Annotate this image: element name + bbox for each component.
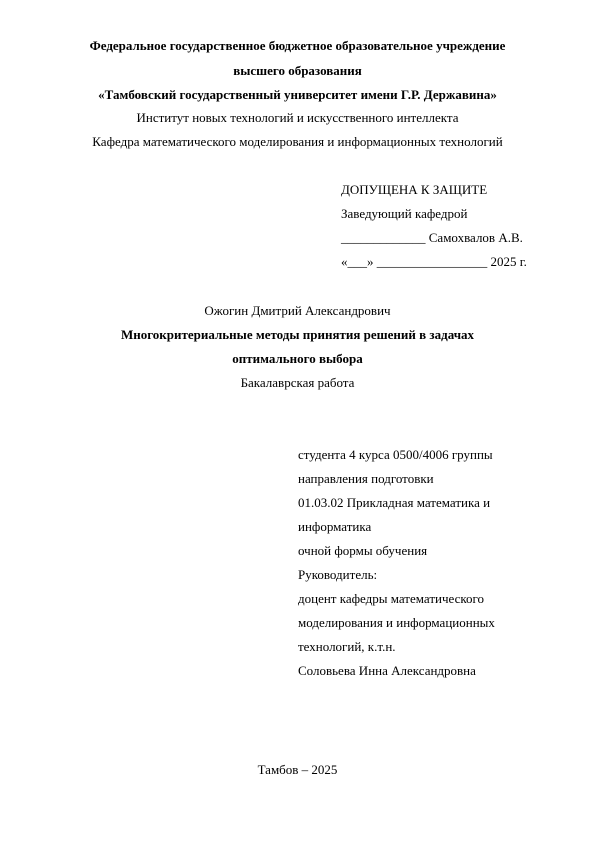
header-org-line1: Федеральное государственное бюджетное образовательное учреждение: [89, 38, 506, 53]
header-university: «Тамбовский государственный университет имени Г.Р. Державина»: [98, 87, 497, 102]
student-info-line: информатика: [298, 519, 372, 534]
header-org-line2: высшего образования: [233, 63, 362, 78]
supervisor-info-line: моделирования и информационных: [298, 615, 495, 630]
work-type: Бакалаврская работа: [240, 375, 355, 390]
supervisor-name: Соловьева Инна Александровна: [298, 663, 476, 678]
work-title-line2: оптимального выбора: [232, 351, 363, 366]
approval-signature-line: _____________ Самохвалов А.В.: [341, 230, 523, 245]
supervisor-label: Руководитель:: [298, 567, 378, 582]
footer-city-year: Тамбов – 2025: [257, 762, 338, 777]
approval-date-line: «___» _________________ 2025 г.: [341, 254, 527, 269]
student-info-line: студента 4 курса 0500/4006 группы: [298, 447, 493, 462]
work-title-line1: Многокритериальные методы принятия решений в задачах: [120, 327, 475, 342]
student-info-line: очной формы обучения: [298, 543, 428, 558]
supervisor-info-line: технологий, к.т.н.: [298, 639, 396, 654]
student-info-line: 01.03.02 Прикладная математика и: [298, 495, 491, 510]
header-department: Кафедра математического моделирования и информационных технологий: [92, 134, 503, 149]
student-info-line: направления подготовки: [298, 471, 434, 486]
approval-position: Заведующий кафедрой: [341, 206, 468, 221]
header-institute: Институт новых технологий и искусственного интеллекта: [136, 110, 459, 125]
approval-title: ДОПУЩЕНА К ЗАЩИТЕ: [341, 182, 488, 197]
author-name: Ожогин Дмитрий Александрович: [204, 303, 391, 318]
supervisor-info-line: доцент кафедры математического: [298, 591, 485, 606]
